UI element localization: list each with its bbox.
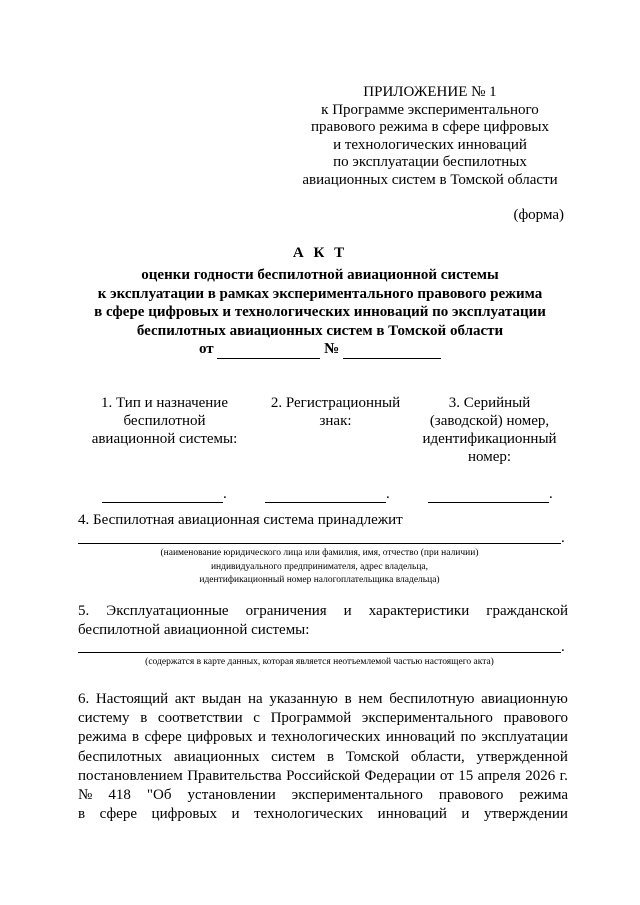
word: в (78, 806, 86, 823)
word: акт (174, 691, 196, 707)
act-date-label: от (199, 341, 214, 357)
word: 6. (78, 691, 90, 707)
form-label: (форма) (513, 207, 564, 223)
act-title: А К Т (292, 245, 348, 261)
act-date-field[interactable] (217, 344, 320, 359)
section-6-line (78, 709, 568, 728)
word: в (131, 729, 140, 746)
section-6-line (78, 786, 568, 805)
word: сфере (99, 806, 138, 823)
word: в (344, 691, 352, 707)
word: на (247, 691, 263, 707)
appendix-line: правового режима в сфере цифровых (311, 119, 549, 135)
serial-field[interactable]: . (428, 486, 553, 503)
word: 2026 (525, 767, 556, 784)
owner-field[interactable] (78, 543, 561, 544)
word: технологических (254, 806, 364, 823)
column-text: номер: (467, 449, 512, 465)
word: постановлением (78, 767, 183, 784)
section-6-line (78, 728, 568, 747)
word: систем (271, 748, 316, 765)
section-6-line (78, 805, 568, 824)
word: утверждении (483, 806, 568, 823)
appendix-line: по эксплуатации беспилотных (333, 154, 527, 170)
word: области, (410, 748, 465, 765)
act-subtitle-line: оценки годности беспилотной авиационной системы (141, 267, 499, 283)
registration-field[interactable]: . (265, 486, 390, 503)
word: Программой (270, 710, 352, 727)
column-text: 1. Тип и назначение (101, 395, 228, 411)
appendix-line: и технологических инноваций (333, 136, 527, 153)
word: Российской (286, 767, 361, 784)
column-text: знак: (319, 413, 352, 429)
word: беспилотную (389, 691, 475, 707)
section-6-line (78, 767, 568, 786)
act-subtitle-line: в сфере цифровых и технологических инноваций по эксплуатации (94, 304, 546, 320)
word: и (461, 806, 470, 823)
column-text: 3. Серийный (448, 395, 531, 411)
word: режима (78, 729, 127, 746)
type-field[interactable]: . (102, 486, 227, 503)
word: и (258, 729, 267, 746)
note-line: индивидуального предпринимателя, адрес владельца, (210, 561, 429, 572)
word: инноваций (385, 729, 456, 746)
word: цифровых (151, 806, 217, 823)
column-text: (заводской) номер, (429, 413, 550, 429)
appendix-line: к Программе экспериментального (321, 101, 539, 118)
owner-field-dot: . (561, 530, 565, 546)
section-4-text: 4. Беспилотная авиационная система принадлежит (78, 512, 403, 528)
column-serial (407, 394, 572, 466)
word: утвержденной (476, 748, 568, 765)
note-line: (наименование юридического лица или фамилия, имя, отчество (при наличии) (160, 548, 479, 558)
word: с (253, 710, 260, 727)
word: цифровых (187, 729, 253, 746)
limitations-note: (содержатся в карте данных, которая является неотъемлемой частью настоящего акта) (145, 657, 494, 667)
word: апреля (477, 767, 521, 784)
word: Правительства (187, 767, 282, 784)
word: указанную (269, 691, 338, 707)
word: по (460, 729, 476, 746)
section-6-line (78, 748, 568, 767)
word: г. (559, 767, 568, 784)
word: Федерации (364, 767, 436, 784)
limitations-field[interactable] (78, 652, 561, 653)
appendix-header (296, 84, 564, 189)
word: правового (438, 787, 504, 804)
section-5-line: беспилотной авиационной системы: (78, 621, 310, 638)
word: экспериментального (361, 710, 493, 727)
word: 418 (108, 787, 131, 804)
act-number-field[interactable] (343, 344, 441, 359)
word: в (140, 710, 148, 727)
word: технологических (271, 729, 381, 746)
appendix-title: ПРИЛОЖЕНИЕ № 1 (363, 84, 497, 100)
word: нем (358, 691, 383, 707)
act-subtitle-line: к эксплуатации в рамках экспериментального правового режима (97, 285, 543, 302)
word: систему (78, 710, 130, 727)
word: Настоящий (95, 691, 169, 707)
column-text: идентификационный (422, 431, 557, 447)
section-6 (78, 690, 568, 824)
word: выдан (201, 691, 242, 707)
word: правового (503, 710, 568, 727)
column-text: беспилотной (123, 413, 206, 429)
word: от (439, 767, 454, 784)
word: "Об (146, 787, 172, 804)
word: авиационных (173, 748, 260, 765)
word: инноваций (377, 806, 447, 823)
word: № (78, 787, 93, 804)
section-6-line (78, 690, 568, 709)
word: 15 (458, 767, 474, 784)
act-subtitle-line: беспилотных авиационных систем в Томской области (136, 322, 504, 339)
word: режима (519, 787, 568, 804)
word: в (326, 748, 335, 765)
word: и (231, 806, 240, 823)
word: Томской (345, 748, 400, 765)
word: беспилотных (78, 748, 163, 765)
act-date-number-line (60, 340, 580, 359)
column-text: авиационной системы: (91, 431, 238, 447)
owner-note (78, 547, 561, 588)
word: авиационную (481, 691, 568, 707)
column-text: 2. Регистрационный (270, 395, 401, 411)
word: эксплуатации (481, 729, 568, 746)
note-line: идентификационный номер налогоплательщика владельца) (199, 575, 440, 585)
limitations-field-dot: . (561, 639, 565, 655)
appendix-line: авиационных систем в Томской области (302, 171, 558, 188)
act-subtitle (60, 266, 580, 359)
column-type (82, 394, 247, 448)
act-number-label: № (324, 341, 340, 357)
word: установлении (187, 787, 276, 804)
column-registration (253, 394, 418, 430)
section-5 (78, 602, 568, 639)
word: соответствии (157, 710, 243, 727)
word: сфере (144, 729, 182, 746)
word: экспериментального (291, 787, 423, 804)
section-5-line: 5. Эксплуатационные ограничения и характеристики гражданской (78, 603, 568, 619)
